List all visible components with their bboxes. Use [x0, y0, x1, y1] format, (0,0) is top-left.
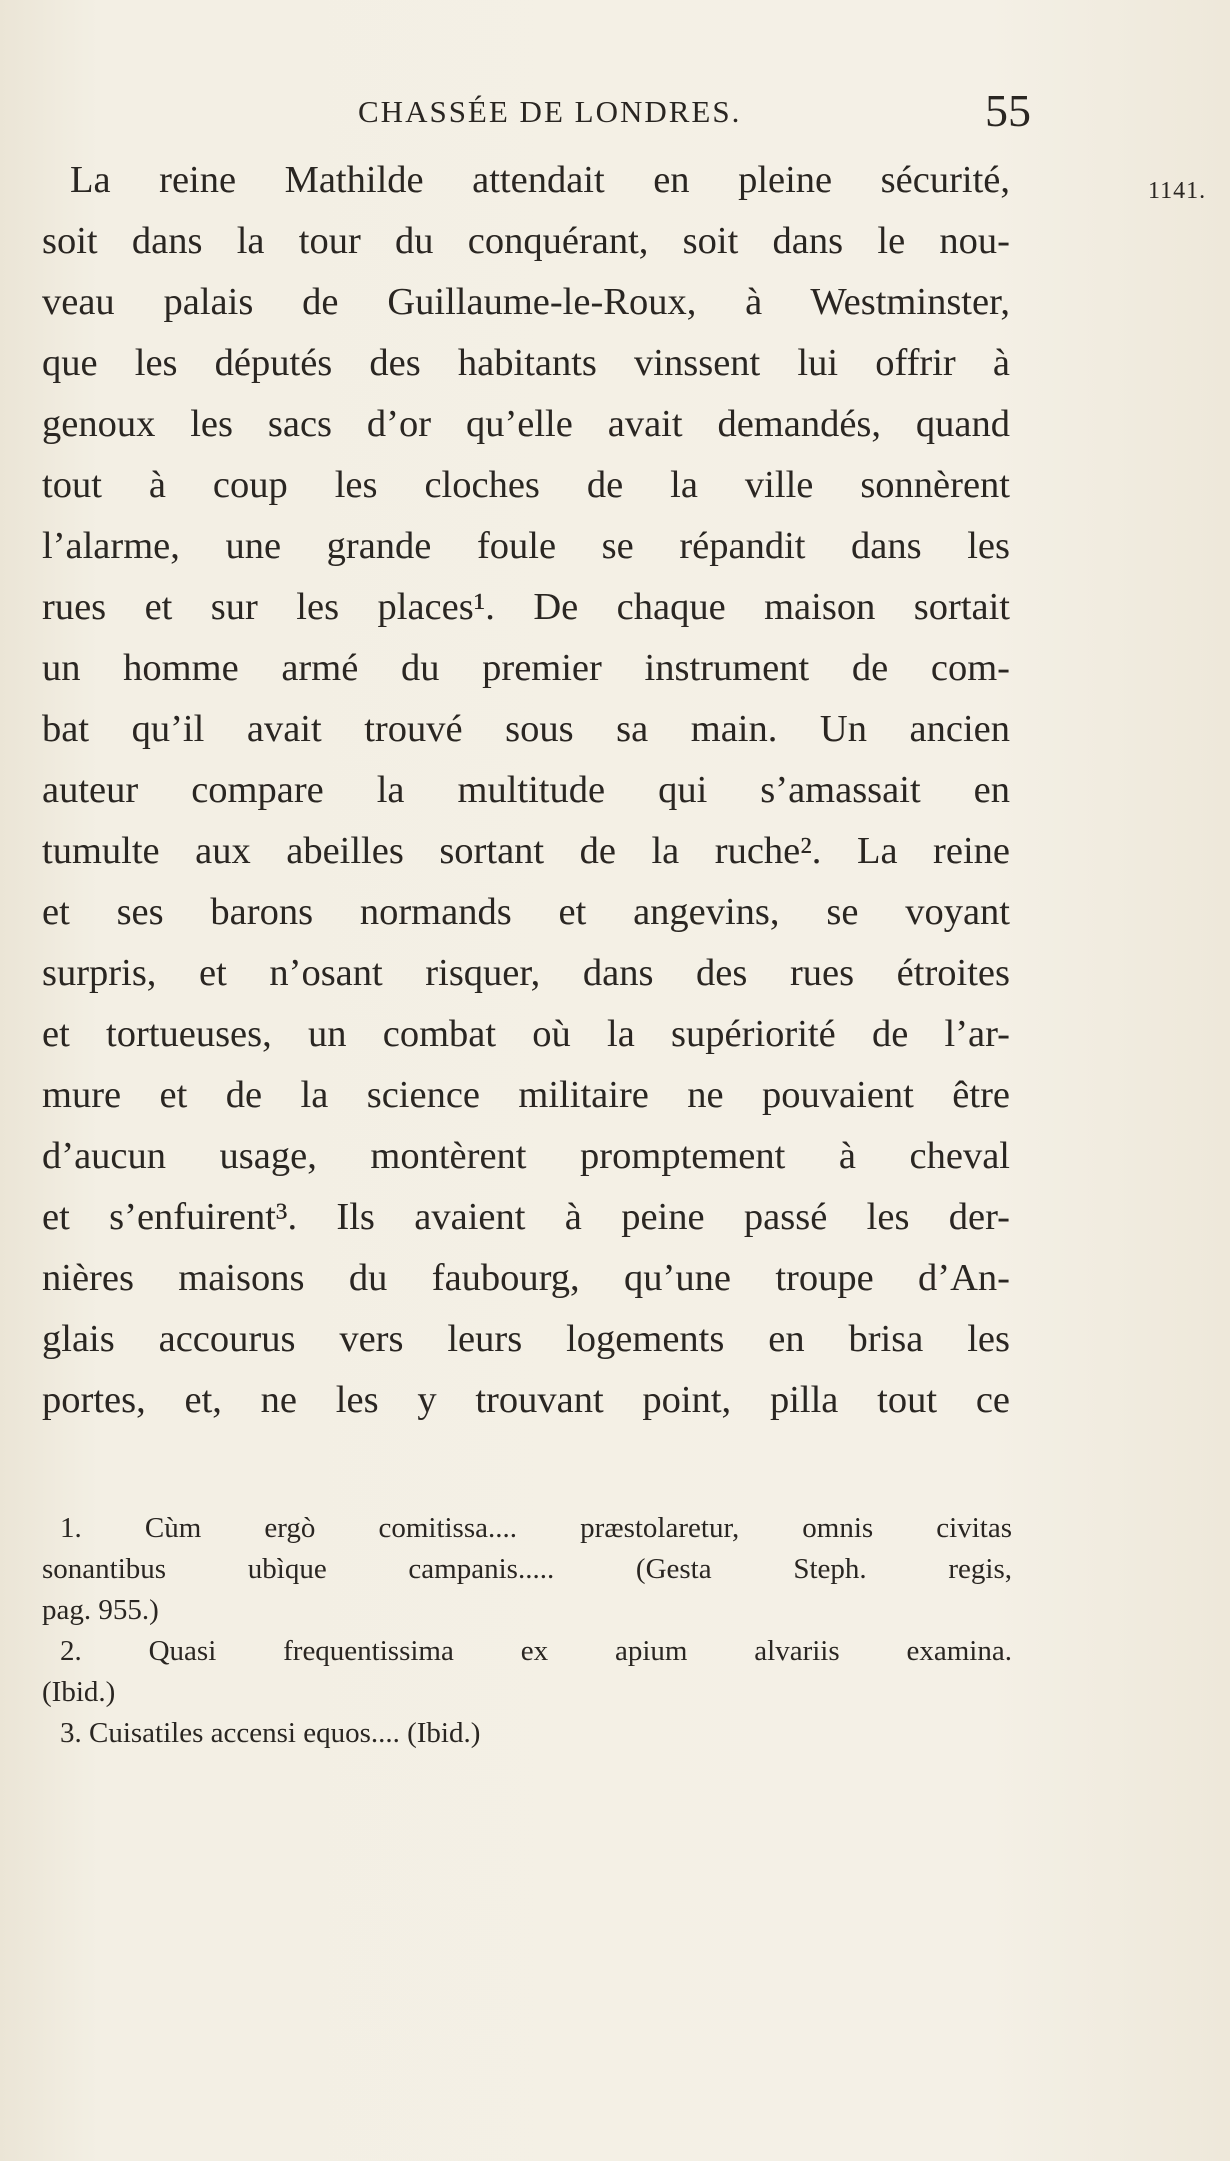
footnotes: [42, 1508, 1012, 1754]
text-line: mure et de la science militaire ne pouvaient être: [42, 1074, 1010, 1116]
text-line: d’aucun usage, montèrent promptement à cheval: [42, 1135, 1010, 1177]
text-line: soit dans la tour du conquérant, soit dans le nou-: [42, 220, 1010, 262]
footnote-1-cont: sonantibus ubìque campanis..... (Gesta Steph. regis,: [42, 1553, 1012, 1585]
text-line: genoux les sacs d’or qu’elle avait demandés, quand: [42, 403, 1010, 445]
footnote-1: 1. Cùm ergò comitissa.... præstolaretur, omnis civitas: [60, 1512, 1012, 1544]
footnote-2-cont: (Ibid.): [42, 1676, 116, 1708]
text-line: glais accourus vers leurs logements en brisa les: [42, 1318, 1010, 1360]
text-line: portes, et, ne les y trouvant point, pilla tout ce: [42, 1379, 1010, 1421]
text-line: et s’enfuirent³. Ils avaient à peine passé les der-: [42, 1196, 1010, 1238]
text-line: La reine Mathilde attendait en pleine sécurité,: [70, 159, 1010, 201]
page-number: 55: [985, 85, 1031, 136]
text-line: et ses barons normands et angevins, se voyant: [42, 891, 1010, 933]
text-line: tout à coup les cloches de la ville sonnèrent: [42, 464, 1010, 506]
margin-date-note: 1141.: [1148, 178, 1207, 204]
text-line: nières maisons du faubourg, qu’une troupe d’An-: [42, 1257, 1010, 1299]
text-line: tumulte aux abeilles sortant de la ruche². La reine: [42, 830, 1010, 872]
footnote-3: 3. Cuisatiles accensi equos.... (Ibid.): [60, 1717, 481, 1749]
running-title: CHASSÉE DE LONDRES.: [358, 94, 742, 129]
body-paragraph: [42, 150, 1010, 1431]
footnote-1-cont: pag. 955.): [42, 1594, 159, 1626]
text-line: rues et sur les places¹. De chaque maison sortait: [42, 586, 1010, 628]
text-line: veau palais de Guillaume-le-Roux, à Westminster,: [42, 281, 1010, 323]
text-line: l’alarme, une grande foule se répandit dans les: [42, 525, 1010, 567]
text-line: auteur compare la multitude qui s’amassait en: [42, 769, 1010, 811]
text-line: et tortueuses, un combat où la supériorité de l’ar-: [42, 1013, 1010, 1055]
text-line: bat qu’il avait trouvé sous sa main. Un ancien: [42, 708, 1010, 750]
page-header: [40, 85, 1180, 148]
text-line: que les députés des habitants vinssent lui offrir à: [42, 342, 1010, 384]
text-line: surpris, et n’osant risquer, dans des rues étroites: [42, 952, 1010, 994]
footnote-2: 2. Quasi frequentissima ex apium alvariis examina.: [60, 1635, 1012, 1667]
text-line: un homme armé du premier instrument de com-: [42, 647, 1010, 689]
